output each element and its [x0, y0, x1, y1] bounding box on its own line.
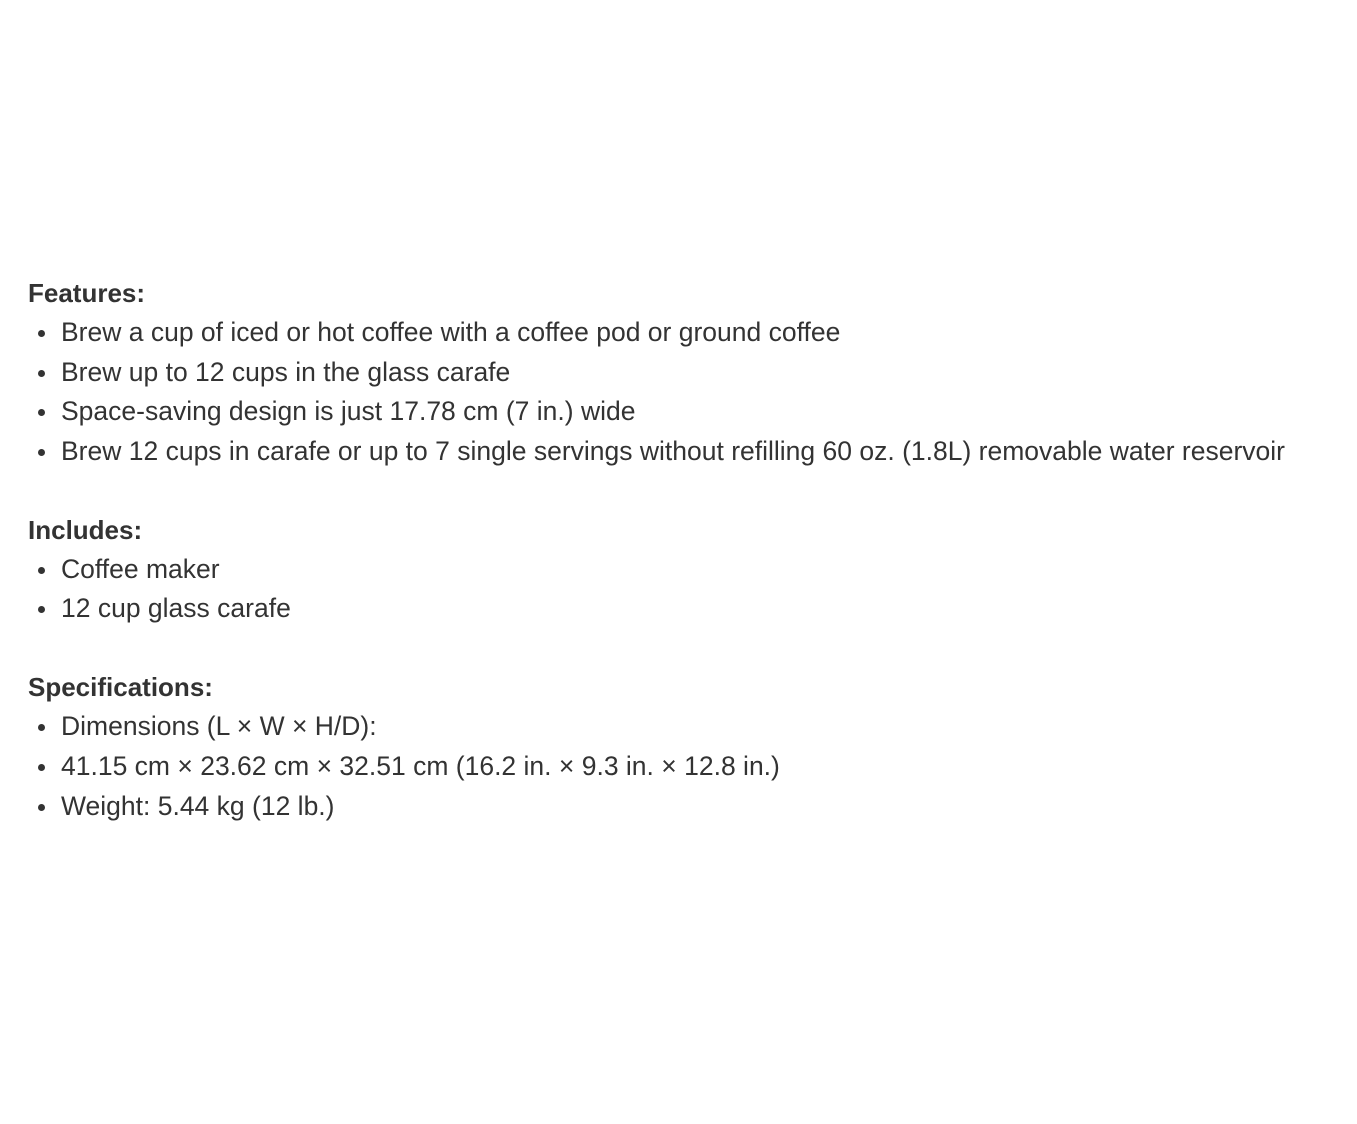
bullet-icon [38, 370, 45, 377]
includes-list [28, 550, 1348, 629]
bullet-icon [38, 764, 45, 771]
list-item-text: 12 cup glass carafe [61, 593, 291, 624]
features-list [28, 313, 1348, 472]
bullet-icon [38, 567, 45, 574]
list-item-text: 41.15 cm × 23.62 cm × 32.51 cm (16.2 in. × 9.3 in. × 12.8 in.) [61, 750, 780, 781]
list-item-text: Brew a cup of iced or hot coffee with a coffee pod or ground coffee [61, 317, 841, 347]
list-item [28, 787, 1348, 827]
list-item-text: Dimensions (L × W × H/D): [61, 711, 377, 742]
bullet-icon [38, 606, 45, 613]
list-item [28, 589, 1348, 629]
list-item [28, 392, 1348, 432]
specifications-list [28, 707, 1348, 826]
specifications-section [28, 669, 1348, 826]
list-item-text: Brew up to 12 cups in the glass carafe [61, 356, 511, 387]
bullet-icon [38, 330, 45, 337]
list-item [28, 747, 1348, 787]
features-heading: Features: [28, 278, 146, 308]
product-details [28, 275, 1348, 866]
list-item-text: Coffee maker [61, 553, 220, 584]
features-section [28, 275, 1348, 472]
list-item [28, 313, 1348, 353]
specifications-heading: Specifications: [28, 672, 213, 703]
bullet-icon [38, 724, 45, 731]
bullet-icon [38, 449, 45, 456]
list-item [28, 353, 1348, 393]
list-item [28, 550, 1348, 590]
includes-section [28, 512, 1348, 629]
includes-heading: Includes: [28, 514, 143, 545]
list-item [28, 432, 1348, 472]
list-item-text: Weight: 5.44 kg (12 lb.) [61, 790, 335, 821]
bullet-icon [38, 409, 45, 416]
list-item-text: Space-saving design is just 17.78 cm (7 in.) wide [61, 396, 636, 427]
list-item-text: Brew 12 cups in carafe or up to 7 single servings without refilling 60 oz. (1.8L) removable water reservoir [61, 436, 1285, 467]
list-item [28, 707, 1348, 747]
bullet-icon [38, 804, 45, 811]
